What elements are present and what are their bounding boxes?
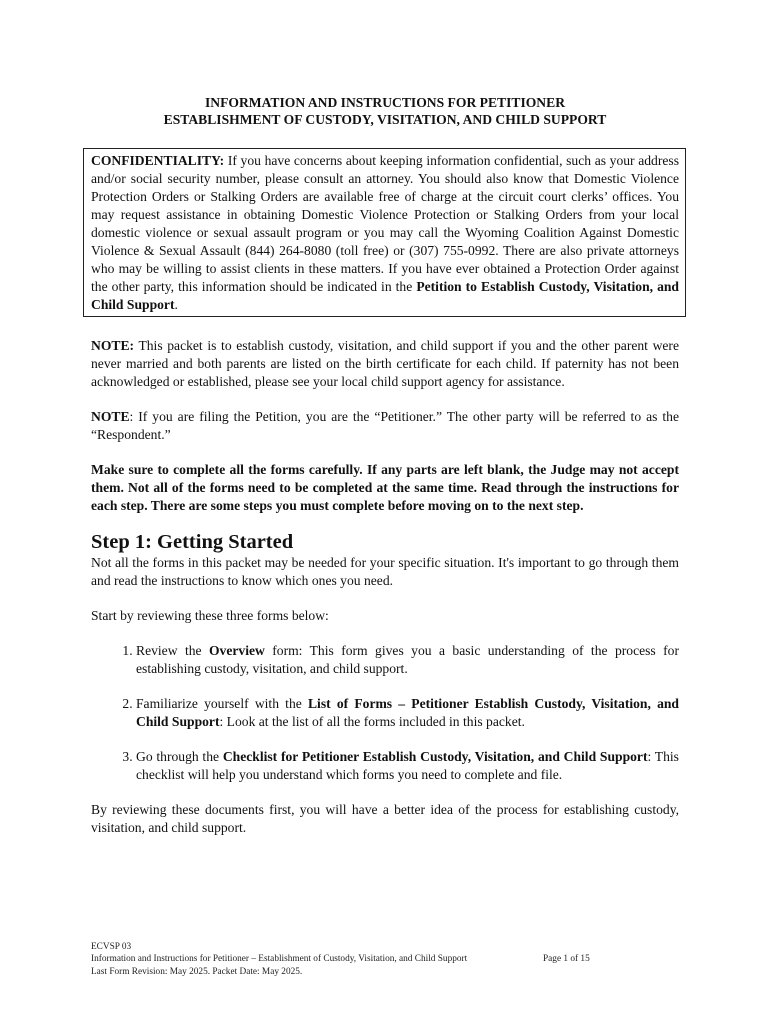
note-petitioner-text: : If you are filing the Petition, you are the “Petitioner.” The other party will be referred to as the “Respondent.” bbox=[91, 409, 679, 442]
step-1-closing: By reviewing these documents first, you will have a better idea of the process for establishing custody, visitation, and child support. bbox=[91, 802, 679, 835]
page-footer bbox=[91, 941, 651, 978]
form-name: List of Forms – Petitioner Establish Custody, Visitation, and Child Support bbox=[136, 696, 679, 729]
confidentiality-text bbox=[91, 152, 679, 314]
list-item-text: Familiarize yourself with the bbox=[136, 696, 308, 711]
confidentiality-box bbox=[83, 148, 686, 317]
title-line-1: INFORMATION AND INSTRUCTIONS FOR PETITIONER bbox=[204, 95, 566, 110]
note-paternity bbox=[91, 337, 679, 391]
document-page bbox=[91, 94, 679, 837]
title-line-2: ESTABLISHMENT OF CUSTODY, VISITATION, AND CHILD SUPPORT bbox=[163, 112, 607, 127]
confidentiality-label: CONFIDENTIALITY: bbox=[91, 153, 225, 168]
list-item-text: form: This form gives you a basic understanding of the process for establishing custody, visitation, and child support. bbox=[136, 643, 679, 676]
footer-page-number: Page 1 of 15 bbox=[543, 954, 590, 965]
list-item-text: Review the bbox=[136, 643, 209, 658]
list-item bbox=[136, 642, 679, 678]
list-item bbox=[136, 748, 679, 784]
list-item-text: : This checklist will help you understand which forms you need to complete and file. bbox=[136, 749, 679, 782]
form-name: Overview bbox=[208, 643, 265, 658]
step-1-list bbox=[91, 642, 679, 784]
footer-revision: Last Form Revision: May 2025. Packet Date: May 2025. bbox=[91, 966, 303, 977]
list-item-text: : Look at the list of all the forms included in this packet. bbox=[219, 714, 525, 729]
form-name: Checklist for Petitioner Establish Custody, Visitation, and Child Support bbox=[222, 749, 648, 764]
note-label-2: NOTE bbox=[91, 409, 130, 424]
note-paternity-text: This packet is to establish custody, visitation, and child support if you and the other parent were never married and both parents are listed on the birth certificate for each child. If paternity has not been acknowledged or established, please see your local child support agency for assistance. bbox=[91, 338, 679, 389]
completion-warning: Make sure to complete all the forms carefully. If any parts are left blank, the Judge may not accept them. Not all of the forms need to be completed at the same time. Read through the instructions for each step. There are some steps you must complete before moving on to the next step. bbox=[91, 462, 679, 513]
confidentiality-body: If you have concerns about keeping information confidential, such as your address and/or social security number, please consult an attorney. You should also know that Domestic Violence Protection Orders or Stalking Orders are available free of charge at the circuit court clerks’ offices. You may request assistance in obtaining Domestic Violence Protection or Stalking Orders from your local domestic violence or sexual assault program or you may call the Wyoming Coalition Against Domestic Violence & Sexual Assault (844) 264-8080 (toll free) or (307) 755-0992. There are also private attorneys who may be willing to assist clients in these matters. If you have ever obtained a Protection Order against the other party, this information should be indicated in the bbox=[91, 153, 679, 294]
step-1-intro: Not all the forms in this packet may be needed for your specific situation. It's important to go through them and read the instructions to know which ones you need. bbox=[91, 555, 679, 588]
document-title bbox=[91, 94, 679, 128]
footer-form-title: Information and Instructions for Petitioner – Establishment of Custody, Visitation, and Child Support bbox=[91, 954, 468, 965]
list-item bbox=[136, 695, 679, 731]
step-1-start-text: Start by reviewing these three forms below: bbox=[91, 608, 329, 623]
note-petitioner bbox=[91, 408, 679, 444]
petition-name: Petition to Establish Custody, Visitation, and Child Support bbox=[91, 279, 679, 312]
footer-form-code: ECVSP 03 bbox=[91, 942, 132, 952]
confidentiality-end: . bbox=[174, 297, 178, 312]
note-label: NOTE: bbox=[91, 338, 135, 353]
list-item-text: Go through the bbox=[136, 749, 223, 764]
step-1-heading: Step 1: Getting Started bbox=[91, 531, 294, 553]
